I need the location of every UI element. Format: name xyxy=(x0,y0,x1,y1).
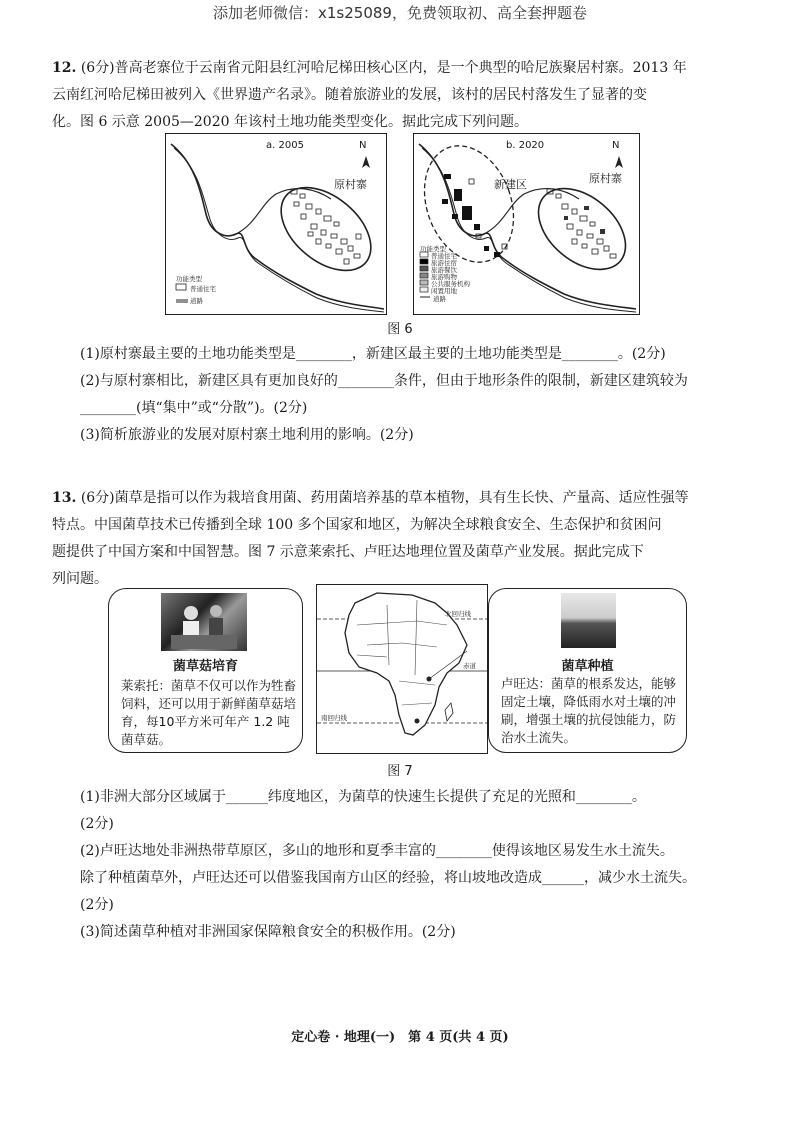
q12-line-3: 化。图 6 示意 2005—2020 年该村土地功能类型变化。据此完成下列问题。 xyxy=(52,114,528,130)
map-b-legend-item-6: 闲置用地 xyxy=(431,287,457,295)
q13-sub-2c: (2分) xyxy=(80,897,114,913)
q13-sub-2a: (2)卢旺达地处非洲热带草原区，多山的地形和夏季丰富的________使得该地区易发生水土流失。 xyxy=(80,843,674,859)
q12-stem xyxy=(52,55,752,136)
map-a-legend-title: 功能类型 xyxy=(176,275,202,283)
tropic-of-capricorn-label: 南回归线 xyxy=(321,714,347,722)
watermark-text: 添加老师微信：x1s25089，免费领取初、高全套押题卷 xyxy=(213,4,587,22)
map-b-village-label: 原村寨 xyxy=(589,172,622,185)
map-b-legend-item-7: 道路 xyxy=(433,295,446,303)
tropic-of-cancer-label: 北回归线 xyxy=(445,610,471,618)
map-a-village-label: 原村寨 xyxy=(334,178,367,191)
map-a-legend-item-1: 普通住宅 xyxy=(190,285,216,293)
map-b-legend-item-5: 公共服务机构 xyxy=(431,280,470,288)
q13-line-1 xyxy=(52,485,752,512)
map-b-title: b. 2020 xyxy=(506,140,545,151)
q12-sub-2a: (2)与原村寨相比，新建区具有更加良好的________条件，但由于地形条件的限制，新建区建筑较为 xyxy=(80,373,688,389)
map-b-legend-item-4: 旅游购物 xyxy=(431,273,457,281)
map-b-north-label: N xyxy=(612,140,620,151)
figure7-caption: 图 7 xyxy=(387,764,413,779)
map-b-new-area-label: 新建区 xyxy=(494,178,527,191)
q12-number: 12. xyxy=(52,60,77,76)
q12-sub-1: (1)原村寨最主要的土地功能类型是________，新建区最主要的土地功能类型是________。(2分) xyxy=(80,346,666,362)
q12-line-1-text: (6分)普高老寨位于云南省元阳县红河哈尼梯田核心区内，是一个典型的哈尼族聚居村寨。2013 年 xyxy=(80,60,687,76)
map-b-legend-item-3: 旅游餐饮 xyxy=(431,266,457,274)
figure6-map-a xyxy=(165,133,387,315)
africa-map xyxy=(316,584,488,754)
page-footer: 定心卷 · 地理(一) 第 4 页(共 4 页) xyxy=(291,1030,509,1045)
q12-line-1 xyxy=(52,55,752,82)
q12-sub-questions xyxy=(80,341,760,449)
right-card-text: 卢旺达：菌草的根系发达，能够固定土壤，降低雨水对土壤的冲刷，增强土壤的抗侵蚀能力，防治水土流失。 xyxy=(501,676,677,745)
right-card-title: 菌草种植 xyxy=(561,659,614,674)
map-b-legend-item-2: 旅游住宿 xyxy=(431,259,457,267)
right-card-rwanda xyxy=(488,588,687,753)
map-a-title: a. 2005 xyxy=(266,140,304,151)
q13-line-2: 特点。中国菌草技术已传播到全球 100 多个国家和地区，为解决全球粮食安全、生态保护和贫困问 xyxy=(52,517,662,533)
map-a-north-label: N xyxy=(359,140,367,151)
q13-sub-1b: (2分) xyxy=(80,816,114,832)
mushroom-photo xyxy=(161,593,247,651)
q13-line-4: 列问题。 xyxy=(52,571,108,587)
figure6-map-b xyxy=(413,133,640,315)
q12-sub-3: (3)简析旅游业的发展对原村寨土地利用的影响。(2分) xyxy=(80,427,414,443)
mushroom-photo-drawing xyxy=(161,593,247,651)
left-card-lesotho xyxy=(108,588,303,753)
left-card-text: 莱索托：菌草不仅可以作为牲畜饲料，还可以用于新鲜菌草菇培育，每10平方米可年产 1.2 吨菌草菇。 xyxy=(121,678,297,747)
figure6-caption: 图 6 xyxy=(387,322,413,337)
q13-line-3: 题提供了中国方案和中国智慧。图 7 示意莱索托、卢旺达地理位置及菌草产业发展。据此完成下 xyxy=(52,544,644,560)
q13-sub-2b: 除了种植菌草外，卢旺达还可以借鉴我国南方山区的经验，将山坡地改造成______，减少水土流失。 xyxy=(80,870,696,886)
grass-photo xyxy=(561,593,616,648)
q12-line-2: 云南红河哈尼梯田被列入《世界遗产名录》。随着旅游业的发展，该村的居民村落发生了显著的变 xyxy=(52,87,647,103)
map-a-legend-item-2: 道路 xyxy=(190,297,203,305)
equator-label: 赤道 xyxy=(463,662,476,670)
q13-line-1-text: (6分)菌草是指可以作为栽培食用菌、药用菌培养基的草本植物，具有生长快、产量高、适应性强等 xyxy=(80,490,689,506)
q12-sub-2b: ________(填“集中”或“分散”)。(2分) xyxy=(80,400,308,416)
left-card-title: 菌草菇培育 xyxy=(172,659,238,674)
q13-number: 13. xyxy=(52,490,77,506)
q13-stem xyxy=(52,485,752,593)
q13-sub-questions xyxy=(80,784,760,946)
map-b-legend-item-1: 普通住宅 xyxy=(431,252,457,260)
q13-sub-1a: (1)非洲大部分区域属于______纬度地区，为菌草的快速生长提供了充足的光照和________。 xyxy=(80,789,646,805)
q13-sub-3: (3)简述菌草种植对非洲国家保障粮食安全的积极作用。(2分) xyxy=(80,924,456,940)
map-b-legend-title: 功能类型 xyxy=(420,245,446,253)
